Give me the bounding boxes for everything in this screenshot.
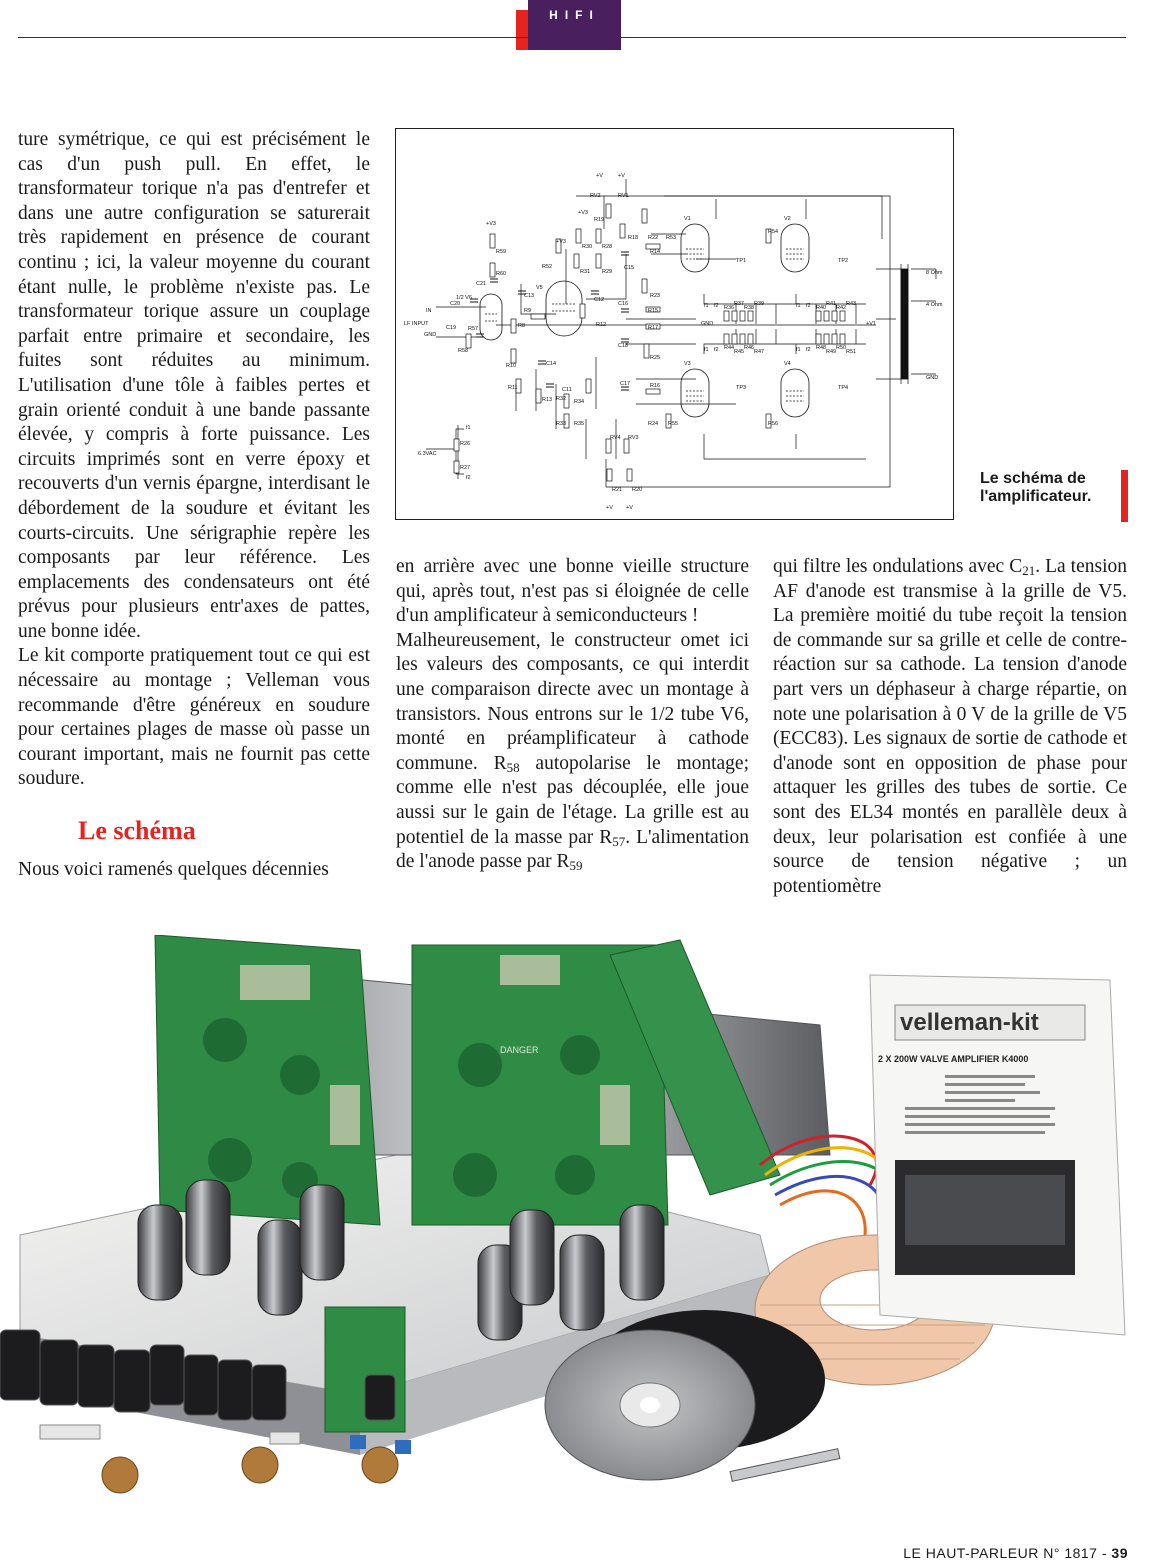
article-paragraph: en arrière avec une bonne vieille structure qui, après tout, n'est pas si éloignée de celle d'un amplificateur à semiconducteurs ! [396,556,749,627]
svg-text:C14: C14 [546,361,557,367]
svg-text:GND: GND [701,321,714,327]
caption-red-bar [1121,470,1128,522]
svg-text:C18: C18 [618,343,629,349]
header-rule [18,37,1126,38]
svg-text:R54: R54 [768,229,779,235]
svg-text:+V: +V [626,505,633,511]
svg-text:C15: C15 [624,265,635,271]
svg-text:f1: f1 [704,303,709,309]
article-paragraph: Le kit comporte pratiquement tout ce qui est nécessaire au montage ; Velleman vous recommande d'être généreux en soudure pour certaines plages de masse où passe un courant important, mais ne fournit pas cette soudure. [18,645,370,790]
svg-text:f2: f2 [806,347,811,353]
schematic-caption: Le schéma de l'amplificateur. [980,470,1092,505]
svg-text:C16: C16 [618,301,629,307]
svg-text:R46: R46 [744,345,755,351]
section-heading: Le schéma [78,816,196,846]
svg-text:R10: R10 [506,363,517,369]
svg-text:R34: R34 [574,399,585,405]
svg-text:LF INPUT: LF INPUT [404,321,429,327]
svg-text:R41: R41 [826,301,837,307]
svg-text:1/2 V6: 1/2 V6 [456,295,472,301]
amplifier-schematic [395,128,954,520]
svg-text:R8: R8 [518,323,526,329]
svg-text:R37: R37 [734,301,745,307]
svg-text:C12: C12 [594,297,605,303]
article-paragraph: Nous voici ramenés quelques décennies [18,859,329,881]
svg-text:R33: R33 [556,421,567,427]
svg-text:R22: R22 [648,235,659,241]
svg-text:f1: f1 [796,347,801,353]
svg-text:R28: R28 [602,244,613,250]
manual-title: 2 X 200W VALVE AMPLIFIER K4000 [878,1054,1029,1064]
svg-text:GND: GND [424,332,437,338]
svg-text:R16: R16 [650,383,661,389]
svg-text:+V1: +V1 [866,321,876,327]
svg-text:R44: R44 [724,345,735,351]
svg-text:R19: R19 [594,217,605,223]
svg-text:C19: C19 [446,325,457,331]
svg-text:R29: R29 [602,269,613,275]
svg-text:GND: GND [926,375,939,381]
svg-text:+V: +V [606,505,613,511]
svg-text:V1: V1 [684,216,691,222]
section-tag: HIFI [528,0,621,50]
svg-text:R26: R26 [460,441,471,447]
svg-text:8 Ohm: 8 Ohm [926,270,943,276]
svg-text:f2: f2 [806,303,811,309]
svg-text:C13: C13 [524,293,535,299]
svg-text:R43: R43 [846,301,857,307]
svg-text:R20: R20 [632,487,643,493]
svg-text:R59: R59 [496,249,507,255]
svg-text:R48: R48 [816,345,827,351]
svg-text:R27: R27 [460,465,471,471]
svg-text:IN: IN [426,308,432,314]
header-red-marker [516,10,528,50]
svg-text:R58: R58 [458,348,469,354]
svg-text:R21: R21 [612,487,623,493]
svg-text:TP4: TP4 [838,385,849,391]
svg-text:+V3: +V3 [578,210,588,216]
article-column-3 [773,555,1127,899]
svg-text:R25: R25 [650,355,661,361]
svg-text:R47: R47 [754,349,765,355]
svg-text:+V: +V [618,173,625,179]
svg-text:R17: R17 [648,325,659,331]
svg-text:TP3: TP3 [736,385,747,391]
svg-text:V5: V5 [536,285,543,291]
svg-text:R38: R38 [744,305,755,311]
svg-text:R45: R45 [734,349,745,355]
svg-text:RV3: RV3 [628,435,639,441]
svg-text:R60: R60 [496,271,507,277]
page-number: 39 [1111,1545,1128,1561]
svg-text:R52: R52 [542,264,553,270]
svg-text:R51: R51 [846,349,857,355]
svg-text:f2: f2 [714,303,719,309]
svg-text:R50: R50 [836,345,847,351]
svg-text:R56: R56 [768,421,779,427]
svg-text:R18: R18 [628,235,639,241]
manual-brand: velleman-kit [900,1009,1039,1036]
svg-text:f2: f2 [714,347,719,353]
svg-text:R35: R35 [574,421,585,427]
svg-text:R12: R12 [596,322,607,328]
svg-text:C20: C20 [450,301,461,307]
svg-text:R9: R9 [524,308,532,314]
svg-text:+V3: +V3 [556,239,566,245]
svg-text:6.3VAC: 6.3VAC [418,451,437,457]
svg-text:f1: f1 [466,425,471,431]
svg-text:V3: V3 [684,361,691,367]
svg-text:RV1: RV1 [618,193,629,199]
svg-text:R53: R53 [666,235,677,241]
svg-text:TP2: TP2 [838,258,849,264]
svg-text:R55: R55 [668,421,679,427]
svg-text:R31: R31 [580,269,591,275]
svg-text:R30: R30 [582,244,593,250]
svg-text:R23: R23 [650,293,661,299]
svg-text:R14: R14 [650,249,661,255]
article-paragraph: ture symétrique, ce qui est précisément le cas d'un push pull. En effet, le transformateur torique n'a pas d'entrefer et dans une autre configuration se saturerait très rapidement en présence de courant continu ; ici, la valeur moyenne du courant étant nulle, le problème n'existe pas. Le transformateur torique assure un couplage parfait entre primaire et secondaire, les fuites sont réduites au minimum. L'utilisation d'une tôle à faibles pertes et grain orienté conduit à une bande passante élevée, y compris à forte puissance. Les circuits imprimés sont en verre époxy et recouverts d'un vernis épargne, interdisant le débordement de la soudure et évitant les courts-circuits. Une sérigraphie repère les composants par leur référence. Les emplacements des condensateurs ont été prévus pour plusieurs entr'axes de pattes, une bonne idée. [18,129,370,642]
svg-text:RV4: RV4 [610,435,621,441]
svg-text:+V: +V [596,173,603,179]
svg-text:R49: R49 [826,349,837,355]
svg-text:C21: C21 [476,281,487,287]
svg-text:R57: R57 [468,326,479,332]
svg-text:R11: R11 [508,385,518,391]
svg-text:f1: f1 [704,347,709,353]
article-column-1 [18,128,370,883]
article-paragraph: Malheureusement, le constructeur omet ici les valeurs des composants, ce qui interdit une comparaison directe avec un montage à transistors. Nous entrons sur le 1/2 tube V6, monté en préamplificateur à cathode commune. $R_{58}$ autopolarise le montage; comme elle n'est pas découplée, elle joue aussi sur le gain de l'étage. La grille est au potentiel de la masse par $R_{57}$. L'alimentation de l'anode passe par $R_{59}$ [396,629,750,874]
svg-text:C17: C17 [620,381,631,387]
svg-text:TP1: TP1 [736,258,747,264]
kit-photo [0,935,1152,1515]
svg-text:+V3: +V3 [486,221,496,227]
article-paragraph: qui filtre les ondulations avec $C_{21}$. La tension AF d'anode est transmise à la grille de V5. La première moitié du tube reçoit la tension de commande sur sa grille et celle de contre-réaction sur sa cathode. La tension d'anode part vers un déphaseur à charge répartie, on note une polarisation à 0 V de la grille de V5 (ECC83). Les signaux de sortie de cathode et d'anode sont en opposition de phase pour attaquer les grilles des tubes de sortie. Ce sont des EL34 montés en parallèle deux à deux, leur polarisation est confiée à une source de tension négative ; un potentiomètre [773,556,1127,897]
svg-text:R40: R40 [816,305,827,311]
page-footer [903,1545,1128,1561]
svg-text:V2: V2 [784,216,791,222]
svg-text:R36: R36 [724,305,735,311]
article-column-2 [396,555,749,875]
svg-text:R13: R13 [542,397,553,403]
svg-text:V4: V4 [784,361,791,367]
svg-text:R15: R15 [648,308,659,314]
magazine-issue: LE HAUT-PARLEUR N° 1817 - [903,1545,1112,1561]
svg-text:R24: R24 [648,421,659,427]
svg-text:R42: R42 [836,305,847,311]
svg-text:4 Ohm: 4 Ohm [926,302,943,308]
svg-text:C11: C11 [562,387,572,393]
pcb-warning-text: DANGER [500,1045,539,1055]
svg-text:RV2: RV2 [590,193,601,199]
svg-text:f1: f1 [796,303,801,309]
svg-text:R39: R39 [754,301,765,307]
svg-text:f2: f2 [466,475,471,481]
svg-text:R32: R32 [556,396,567,402]
